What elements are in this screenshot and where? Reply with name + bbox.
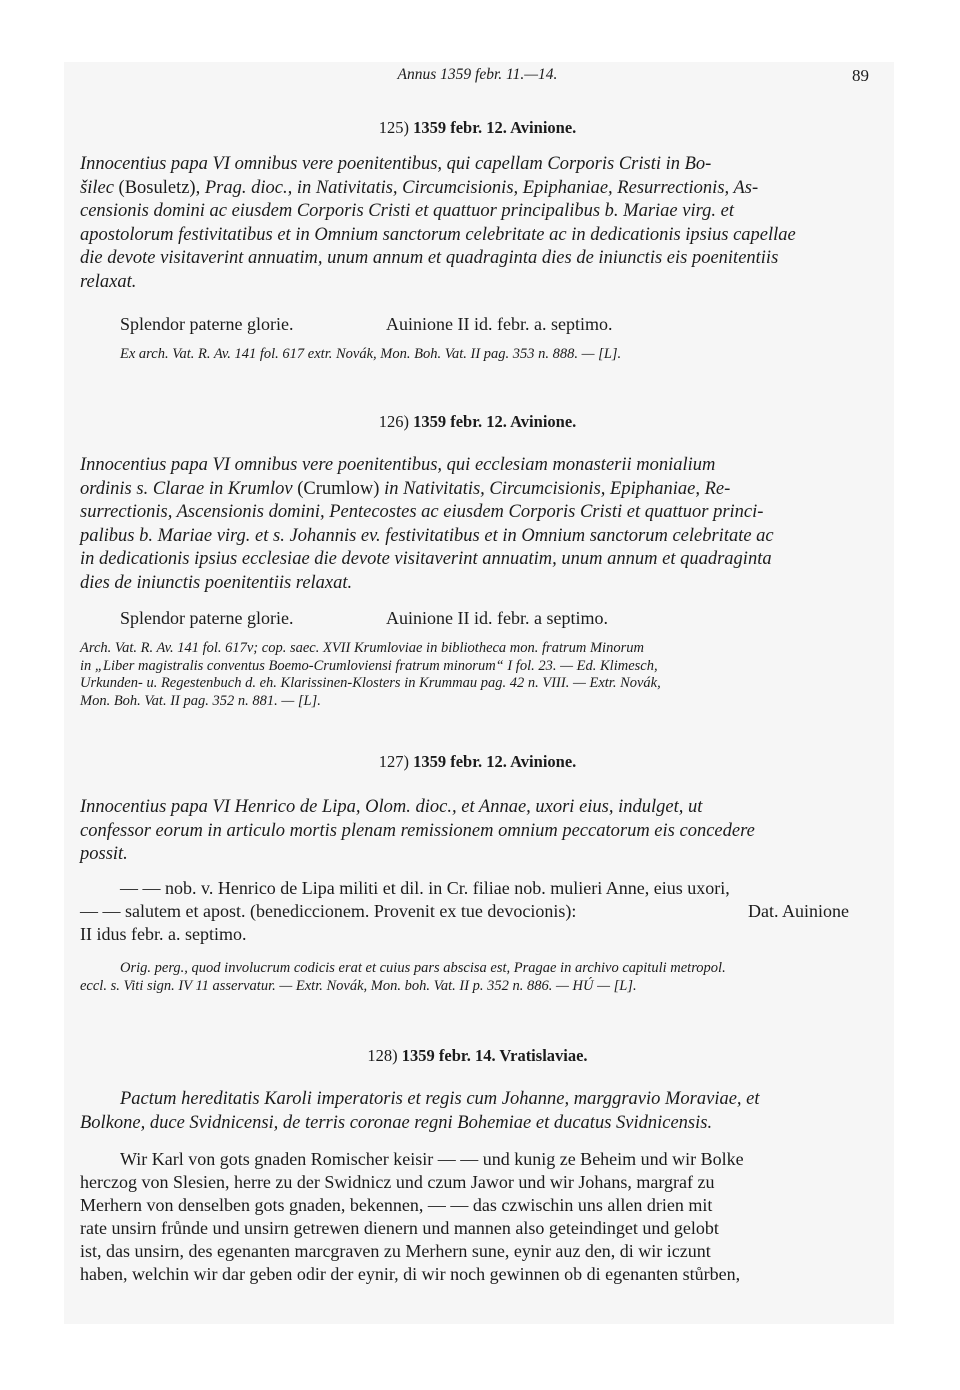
entry-date-place: 1359 febr. 12. Avinione. (413, 752, 577, 771)
regest-line: apostolorum festivitatibus et in Omnium sanctorum celebritate ac in dedicationis ipsius capellae (80, 224, 796, 245)
text-line: haben, welchin wir dar geben odir der eynir, di wir noch gewinnen ob di egenanten stůrben, (80, 1264, 741, 1284)
regest-place-modern: (Bosuletz), (118, 177, 205, 198)
regest-text: Prag. dioc., in Nativitatis, Circumcisionis, Epiphaniae, Resurrectionis, As- (204, 177, 759, 198)
text-line: ist, das unsirn, des egenanten marcgraven zu Merhern sune, eynir auz den, di wir iczunt (80, 1241, 711, 1261)
entry-number: 128) (367, 1046, 402, 1065)
regest-line: die devote visitaverint annuatim, unum annum et quadraginta dies de iniunctis eis poenitentiis (80, 248, 779, 268)
text-line: herczog von Slesien, herre zu der Swidnicz und czum Jawor und wir Johans, margraf zu (80, 1172, 715, 1192)
source-line: Mon. Boh. Vat. II pag. 352 n. 881. — [L]. (80, 692, 321, 709)
entry-number: 127) (378, 752, 414, 771)
entry-125-heading (80, 118, 875, 138)
entry-126-heading (80, 412, 875, 432)
text-line: Wir Karl von gots gnaden Romischer keisir — — und kunig ze Beheim und wir Bolke (120, 1149, 744, 1169)
dating-text: Dat. Auinione (748, 901, 849, 921)
running-head (80, 66, 875, 90)
entry-date-place: 1359 febr. 12. Avinione. (413, 118, 577, 137)
source-line: Ex arch. Vat. R. Av. 141 fol. 617 extr. Novák, Mon. Boh. Vat. II pag. 353 n. 888. — [L]. (120, 346, 622, 362)
regest-text: ordinis s. Clarae in Krumlov (80, 478, 298, 499)
regest-line: Pactum hereditatis Karoli imperatoris et regis cum Johanne, marggravio Moraviae, et (120, 1089, 760, 1109)
entry-date-place: 1359 febr. 14. Vratislaviae. (401, 1046, 588, 1065)
text-segment: — — salutem et apost. (benediccionem. Provenit ex tue devocionis): (80, 901, 577, 921)
incipit-text: Splendor paterne glorie. (120, 314, 294, 334)
dating-text: Auinione II id. febr. a. septimo. (386, 314, 613, 334)
regest-line: Innocentius papa VI omnibus vere poenitentibus, qui ecclesiam monasterii monialium (80, 455, 716, 475)
entry-128-text (80, 1148, 875, 1286)
entry-127-heading (80, 752, 875, 772)
regest-text: šilec (80, 177, 119, 198)
source-line: eccl. s. Viti sign. IV 11 asservatur. — Extr. Novák, Mon. boh. Vat. II p. 352 n. 886. — HÚ — [L]. (80, 977, 637, 994)
entry-125-incipit (80, 312, 875, 336)
regest-line: Bolkone, duce Svidnicensi, de terris coronae regni Bohemiae et ducatus Svidnicensis. (80, 1112, 713, 1133)
regest-line: confessor eorum in articulo mortis plenam remissionem omnium peccatorum eis concedere (80, 820, 755, 841)
regest-line: dies de iniunctis poenitentiis relaxat. (80, 572, 353, 593)
source-line: Urkunden- u. Regestenbuch d. eh. Klarissinen-Klosters in Krummau pag. 42 n. VIII. — Extr. Novák, (80, 675, 661, 691)
source-line: in „Liber magistralis conventus Boemo-Crumloviensi fratrum minorum“ I fol. 23. — Ed. Klimesch, (80, 657, 658, 674)
regest-line (80, 478, 875, 502)
regest-line: relaxat. (80, 271, 137, 292)
text-line (80, 900, 875, 923)
regest-line: Innocentius papa VI omnibus vere poenitentibus, qui capellam Corporis Cristi in Bo- (80, 154, 712, 174)
regest-line: possit. (80, 844, 128, 864)
text-line: rate unsirn frůnde und unsirn getrewen dienern und mannen also geteindinget und gelobt (80, 1218, 719, 1238)
entry-128-heading (80, 1046, 875, 1066)
text-line: Merhern von denselben gots gnaden, bekennen, — — das czwischin uns allen drien mit (80, 1195, 713, 1215)
entry-126-regest (80, 454, 875, 595)
regest-text: in Nativitatis, Circumcisionis, Epiphaniae, Re- (384, 478, 731, 499)
text-line: II idus febr. a. septimo. (80, 924, 247, 944)
entry-125-source (120, 346, 870, 364)
entry-127-regest (80, 796, 875, 867)
page-number: 89 (852, 66, 869, 85)
regest-line: palibus b. Mariae virg. et s. Johannis ev. festivitatibus et in Omnium sanctorum celebritate ac (80, 525, 774, 546)
regest-line: surrectionis, Ascensionis domini, Pentecostes ac eiusdem Corporis Cristi et quattuor princi- (80, 502, 764, 522)
entry-127-source (80, 960, 875, 995)
regest-line: censionis domini ac eiusdem Corporis Cristi et quattuor principalibus b. Mariae virg. et (80, 201, 734, 221)
text-line: — — nob. v. Henrico de Lipa militi et dil. in Cr. filiae nob. mulieri Anne, eius uxori, (120, 878, 730, 898)
source-line: Orig. perg., quod involucrum codicis erat et cuius pars abscisa est, Pragae in archivo capituli metropol. (120, 960, 726, 976)
entry-number: 126) (378, 412, 414, 431)
dating-text: Auinione II id. febr. a septimo. (386, 608, 608, 628)
source-line: Arch. Vat. R. Av. 141 fol. 617v; cop. saec. XVII Krumloviae in bibliotheca mon. fratrum Minorum (80, 640, 644, 656)
incipit-text: Splendor paterne glorie. (120, 608, 294, 628)
entry-number: 125) (378, 118, 414, 137)
entry-126-source (80, 640, 875, 710)
entry-date-place: 1359 febr. 12. Avinione. (413, 412, 577, 431)
entry-127-text (80, 877, 875, 946)
regest-line (80, 177, 875, 201)
regest-line: in dedicationis ipsius ecclesiae die devote visitaverint annuatim, unum annum et quadraginta (80, 549, 772, 569)
regest-place-modern: (Crumlow) (297, 478, 385, 499)
entry-128-regest (80, 1088, 875, 1135)
entry-125-regest (80, 153, 875, 294)
regest-line: Innocentius papa VI Henrico de Lipa, Olom. dioc., et Annae, uxori eius, indulget, ut (80, 797, 703, 817)
entry-126-incipit (80, 606, 875, 630)
running-head-title: Annus 1359 febr. 11.—14. (397, 66, 558, 83)
